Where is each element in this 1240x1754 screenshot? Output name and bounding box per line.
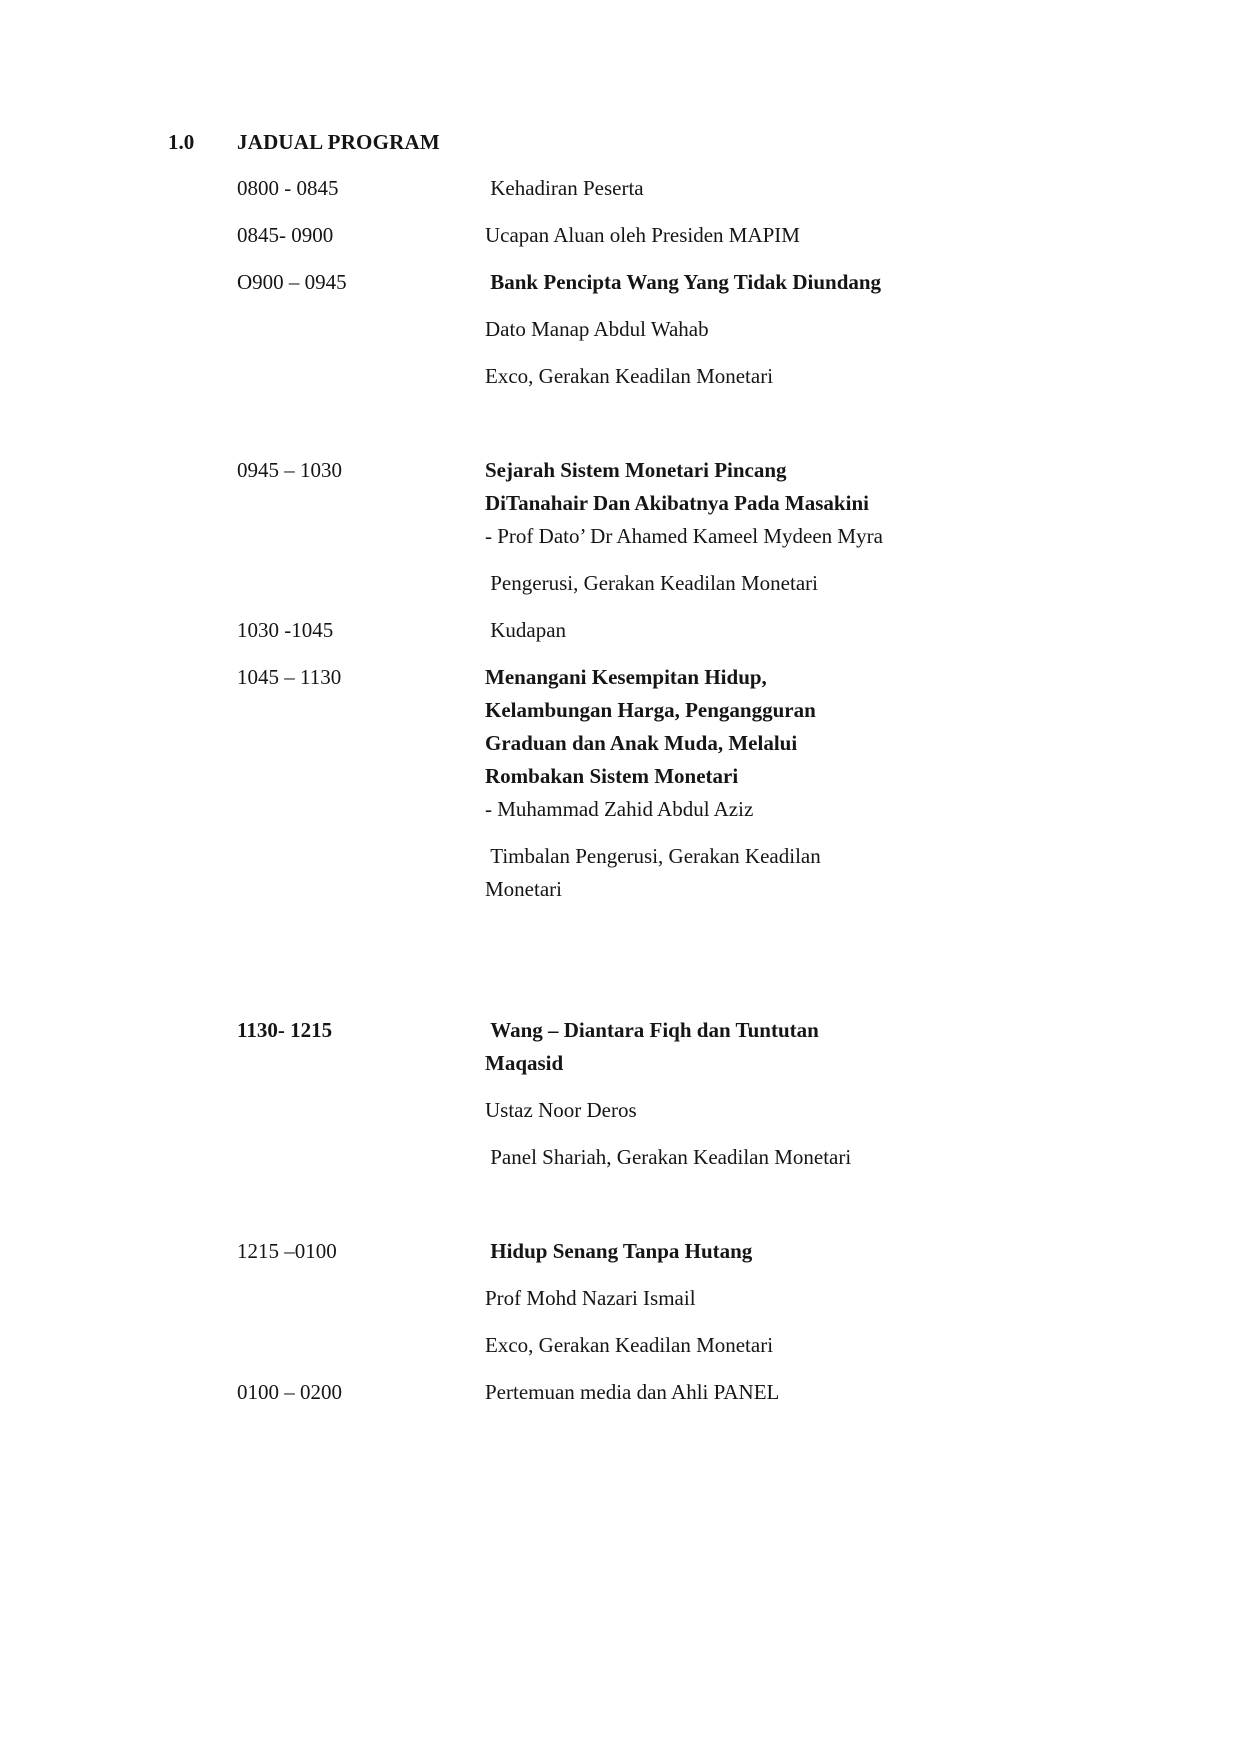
session-text-line: Dato Manap Abdul Wahab: [485, 317, 709, 341]
session-title-line: Rombakan Sistem Monetari: [485, 764, 739, 788]
session-text-line: [485, 1188, 1150, 1221]
session-content: [485, 661, 1150, 1014]
time-range: O900 – 0945: [237, 270, 347, 294]
schedule-paragraph: [485, 1329, 1150, 1362]
session-text-line: Pengerusi, Gerakan Keadilan Monetari: [485, 571, 818, 595]
schedule-paragraph: [485, 313, 1150, 346]
schedule-paragraph: [485, 840, 1150, 906]
time-range: 1030 -1045: [237, 618, 334, 642]
schedule-row: [168, 1376, 1150, 1423]
time-range: 1215 –0100: [237, 1239, 337, 1263]
schedule-row: [168, 1235, 1150, 1376]
session-text-line: [485, 920, 1150, 953]
time-range: 0100 – 0200: [237, 1380, 342, 1404]
schedule-row: [168, 454, 1150, 614]
schedule: [168, 172, 1150, 1423]
session-content: [485, 1235, 1150, 1376]
schedule-paragraph: [485, 1235, 1150, 1268]
schedule-row: [168, 266, 1150, 454]
section-title: JADUAL PROGRAM: [237, 130, 440, 154]
schedule-paragraph: [485, 1141, 1150, 1174]
session-text-line: [485, 967, 1150, 1000]
schedule-row: [168, 1014, 1150, 1235]
session-content: [485, 219, 1150, 266]
session-content: [485, 266, 1150, 454]
session-text-line: [485, 407, 1150, 440]
schedule-paragraph: [485, 1014, 1150, 1080]
session-content: [485, 1376, 1150, 1423]
schedule-paragraph: [485, 614, 1150, 647]
schedule-paragraph: [485, 1282, 1150, 1315]
schedule-paragraph: [485, 567, 1150, 600]
session-text-line: Kehadiran Peserta: [485, 176, 644, 200]
time-range: 0800 - 0845: [237, 176, 339, 200]
session-text-line: - Muhammad Zahid Abdul Aziz: [485, 797, 754, 821]
schedule-paragraph: [485, 407, 1150, 440]
session-text-line: Timbalan Pengerusi, Gerakan Keadilan: [485, 844, 821, 868]
schedule-paragraph: [485, 920, 1150, 953]
schedule-row: [168, 219, 1150, 266]
schedule-paragraph: [485, 1376, 1150, 1409]
session-text-line: Ustaz Noor Deros: [485, 1098, 637, 1122]
session-title-line: Bank Pencipta Wang Yang Tidak Diundang: [485, 270, 882, 294]
schedule-paragraph: [485, 266, 1150, 299]
schedule-paragraph: [485, 661, 1150, 826]
session-title-line: DiTanahair Dan Akibatnya Pada Masakini: [485, 491, 869, 515]
schedule-row: [168, 661, 1150, 1014]
time-range: 1130- 1215: [237, 1018, 333, 1042]
session-text-line: Exco, Gerakan Keadilan Monetari: [485, 364, 774, 388]
session-text-line: Ucapan Aluan oleh Presiden MAPIM: [485, 223, 800, 247]
schedule-row: [168, 614, 1150, 661]
schedule-paragraph: [485, 454, 1150, 553]
time-range: 0845- 0900: [237, 223, 334, 247]
schedule-paragraph: [485, 360, 1150, 393]
schedule-row: [168, 172, 1150, 219]
session-content: [485, 1014, 1150, 1235]
session-text-line: Panel Shariah, Gerakan Keadilan Monetari: [485, 1145, 852, 1169]
session-content: [485, 614, 1150, 661]
time-range: 1045 – 1130: [237, 665, 342, 689]
schedule-paragraph: [485, 219, 1150, 252]
section-heading: [168, 130, 1150, 155]
schedule-paragraph: [485, 1094, 1150, 1127]
session-title-line: Hidup Senang Tanpa Hutang: [485, 1239, 753, 1263]
session-title-line: Graduan dan Anak Muda, Melalui: [485, 731, 798, 755]
session-text-line: Pertemuan media dan Ahli PANEL: [485, 1380, 780, 1404]
session-content: [485, 172, 1150, 219]
schedule-paragraph: [485, 967, 1150, 1000]
session-text-line: - Prof Dato’ Dr Ahamed Kameel Mydeen Myra: [485, 524, 883, 548]
schedule-paragraph: [485, 172, 1150, 205]
section-number: 1.0: [168, 130, 195, 154]
session-text-line: Exco, Gerakan Keadilan Monetari: [485, 1333, 774, 1357]
session-title-line: Wang – Diantara Fiqh dan Tuntutan: [485, 1018, 819, 1042]
session-title-line: Kelambungan Harga, Pengangguran: [485, 698, 816, 722]
session-text-line: Prof Mohd Nazari Ismail: [485, 1286, 696, 1310]
session-content: [485, 454, 1150, 614]
session-text-line: Monetari: [485, 877, 562, 901]
session-title-line: Menangani Kesempitan Hidup,: [485, 665, 767, 689]
session-text-line: Kudapan: [485, 618, 567, 642]
schedule-paragraph: [485, 1188, 1150, 1221]
time-range: 0945 – 1030: [237, 458, 342, 482]
session-title-line: Sejarah Sistem Monetari Pincang: [485, 458, 787, 482]
session-title-line: Maqasid: [485, 1051, 564, 1075]
